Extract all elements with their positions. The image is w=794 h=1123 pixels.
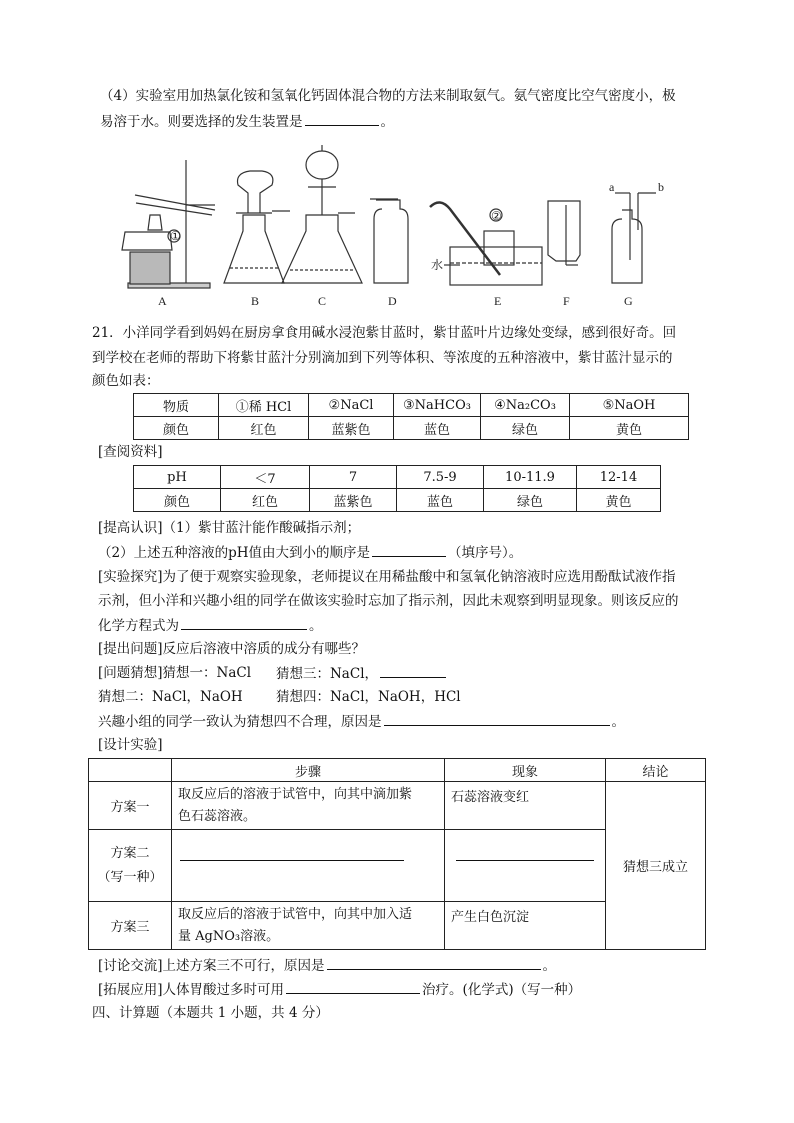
- label-F: F: [563, 294, 570, 308]
- t1-cell: ①稀 HCl: [219, 394, 309, 417]
- q4-line2-text: 易溶于水。则要选择的发生装置是: [100, 114, 303, 130]
- plan1-name: 方案一: [89, 782, 172, 830]
- t1-cell: ②NaCl: [309, 394, 394, 417]
- design-table: [88, 758, 706, 950]
- t1-cell: ④Na₂CO₃: [481, 394, 570, 417]
- unreasonable-line: [98, 711, 625, 732]
- p2-end: （填序号）。: [448, 545, 523, 561]
- discuss-text: [讨论交流]上述方案三不可行，原因是: [98, 958, 325, 974]
- t1-head: 颜色: [134, 417, 219, 440]
- plan1-step-line2: 色石蕊溶液。: [178, 808, 257, 824]
- conclusion-cell: 猜想三成立: [606, 782, 706, 950]
- answer-blank-plan2-phenomenon[interactable]: [456, 846, 594, 861]
- plan3-step-line1: 取反应后的溶液于试管中，向其中加入适: [178, 906, 413, 922]
- label-E: E: [494, 294, 502, 308]
- plan2-phenomenon[interactable]: [445, 830, 606, 902]
- extend-end: 治疗。(化学式)（写一种）: [422, 982, 582, 998]
- insight-line: [提高认识]（1）紫甘蓝汁能作酸碱指示剂；: [98, 520, 361, 536]
- answer-blank-reason[interactable]: [384, 711, 610, 726]
- plan3-step-line2: 量 AgNO₃溶液。: [178, 928, 280, 944]
- q4-line2: [100, 111, 394, 132]
- extend-line: [98, 979, 581, 1000]
- answer-blank-discuss[interactable]: [327, 955, 541, 970]
- t2-cell: 7.5-9: [397, 466, 484, 489]
- extend-text: [拓展应用]人体胃酸过多时可用: [98, 982, 285, 998]
- unreasonable-text: 兴趣小组的同学一致认为猜想四不合理，原因是: [98, 714, 382, 730]
- label-G: G: [624, 294, 633, 308]
- discuss-end: 。: [542, 958, 557, 974]
- t2-cell: 黄色: [577, 489, 661, 512]
- explore3-end: 。: [309, 618, 323, 634]
- answer-blank-device[interactable]: [305, 111, 379, 126]
- unreasonable-end: 。: [611, 714, 625, 730]
- t2-cell: 12-14: [577, 466, 661, 489]
- p2-line: [98, 542, 522, 563]
- t2-cell: 红色: [221, 489, 310, 512]
- plan3-step: [172, 902, 445, 950]
- t1-cell: ③NaHCO₃: [394, 394, 481, 417]
- explore3-text: 化学方程式为: [98, 618, 179, 634]
- p2-text: （2）上述五种溶液的pH值由大到小的顺序是: [98, 545, 371, 561]
- circle1-label: ①: [170, 229, 181, 243]
- answer-blank-equation[interactable]: [181, 615, 307, 630]
- label-B: B: [251, 294, 260, 308]
- t2-cell: 蓝色: [397, 489, 484, 512]
- port-a-label: a: [609, 180, 615, 194]
- t1-cell: 黄色: [570, 417, 689, 440]
- guess3: [276, 663, 448, 684]
- dt-header-phenomenon: 现象: [445, 759, 606, 782]
- t1-cell: ⑤NaOH: [570, 394, 689, 417]
- plan1-step-line1: 取反应后的溶液于试管中，向其中滴加紫: [178, 786, 413, 802]
- explore-line2: 示剂，但小洋和兴趣小组的同学在做该实验时忘加了指示剂，因此未观察到明显现象。则该反应的: [98, 593, 679, 609]
- apparatus-diagram: [0, 135, 794, 315]
- t2-cell: 绿色: [484, 489, 577, 512]
- plan2-step[interactable]: [172, 830, 445, 902]
- answer-blank-guess3[interactable]: [380, 663, 446, 678]
- label-C: C: [318, 294, 327, 308]
- explore-line1: [实验探究]为了便于观察实验现象，老师提议在用稀盐酸中和氢氧化钠溶液时应选用酚酞试液作指: [98, 569, 676, 585]
- guess4: 猜想四：NaCl，NaOH，HCl: [276, 689, 461, 705]
- plan2-name-line1: 方案二: [110, 845, 150, 861]
- guess3-text: 猜想三：NaCl，: [276, 666, 379, 682]
- answer-blank-plan2-step[interactable]: [180, 846, 404, 861]
- query-heading: [查阅资料]: [98, 444, 163, 460]
- answer-blank-extend[interactable]: [286, 979, 420, 994]
- substance-color-table: [133, 393, 689, 440]
- t1-cell: 绿色: [481, 417, 570, 440]
- q4-line2-end: 。: [380, 114, 394, 130]
- plan2-name: [89, 830, 172, 902]
- explore-line3: [98, 615, 323, 636]
- plan1-step: [172, 782, 445, 830]
- q21-intro1: 21．小洋同学看到妈妈在厨房拿食用碱水浸泡紫甘蓝时，紫甘蓝叶片边缘处变绿，感到很好奇。回: [92, 325, 677, 341]
- t1-cell: 蓝紫色: [309, 417, 394, 440]
- t2-cell: ＜7: [221, 466, 310, 489]
- t2-cell: 7: [310, 466, 397, 489]
- dt-header-step: 步骤: [172, 759, 445, 782]
- answer-blank-ph-order[interactable]: [372, 542, 446, 557]
- section4-heading: 四、计算题（本题共 1 小题，共 4 分）: [92, 1005, 329, 1021]
- plan2-name-line2: （写一种）: [97, 869, 163, 885]
- guess1: [问题猜想]猜想一：NaCl: [98, 665, 252, 681]
- discuss-line: [98, 955, 556, 976]
- dt-header-empty: [89, 759, 172, 782]
- t1-cell: 红色: [219, 417, 309, 440]
- plan3-phenomenon: 产生白色沉淀: [445, 902, 606, 950]
- plan1-phenomenon: 石蕊溶液变红: [445, 782, 606, 830]
- label-D: D: [388, 294, 397, 308]
- t2-cell: 蓝紫色: [310, 489, 397, 512]
- port-b-label: b: [658, 180, 664, 194]
- t2-cell: 10-11.9: [484, 466, 577, 489]
- ph-color-table: [133, 465, 661, 512]
- plan3-name: 方案三: [89, 902, 172, 950]
- t1-head: 物质: [134, 394, 219, 417]
- guess2: 猜想二：NaCl，NaOH: [98, 689, 243, 705]
- t2-head: pH: [134, 466, 221, 489]
- label-A: A: [158, 294, 167, 308]
- circle2-label: ②: [491, 209, 502, 223]
- t2-head: 颜色: [134, 489, 221, 512]
- question-line: [提出问题]反应后溶液中溶质的成分有哪些？: [98, 641, 366, 657]
- q21-intro3: 颜色如表：: [92, 373, 160, 389]
- water-label: 水: [431, 258, 444, 272]
- design-heading: [设计实验]: [98, 737, 163, 753]
- dt-header-conclusion: 结论: [606, 759, 706, 782]
- q21-intro2: 到学校在老师的帮助下将紫甘蓝汁分别滴加到下列等体积、等浓度的五种溶液中，紫甘蓝汁显示的: [92, 350, 673, 366]
- q4-line1: （4）实验室用加热氯化铵和氢氧化钙固体混合物的方法来制取氨气。氨气密度比空气密度小，极: [100, 88, 676, 104]
- t1-cell: 蓝色: [394, 417, 481, 440]
